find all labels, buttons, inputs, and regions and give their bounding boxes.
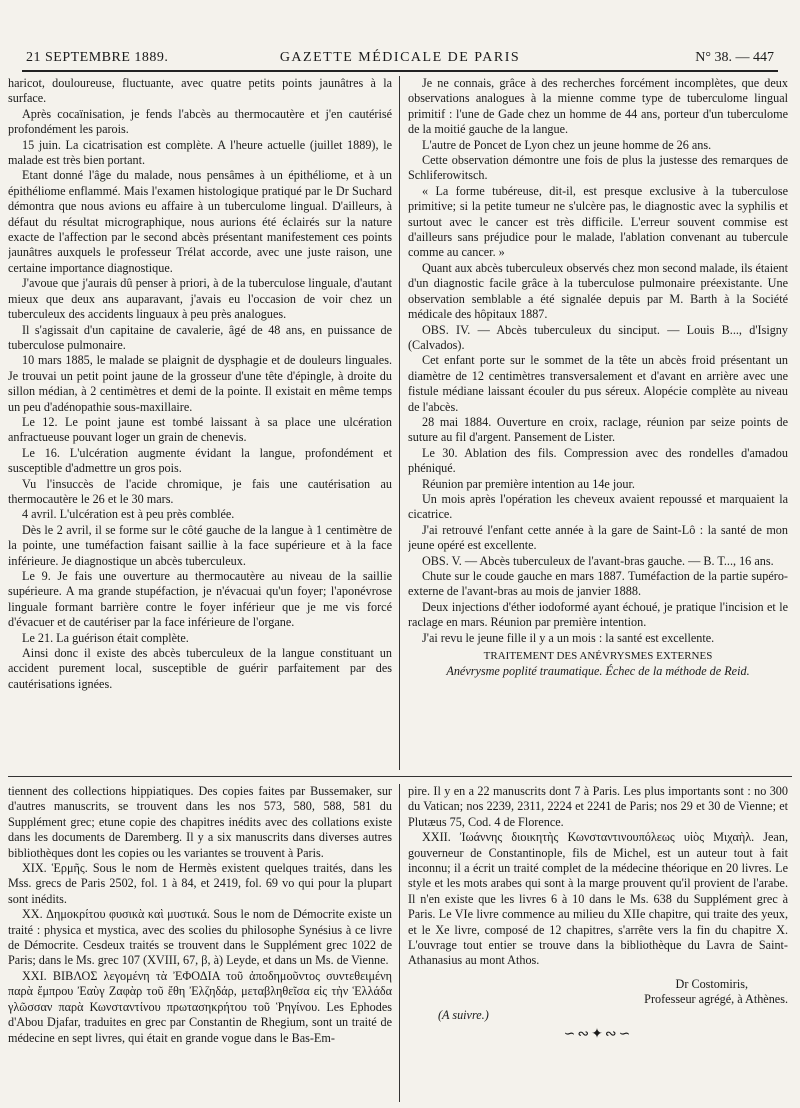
observation-heading: OBS. V. — Abcès tuberculeux de l'avant-bras gauche. — B. T..., 16 ans. — [422, 553, 774, 568]
paragraph: Dès le 2 avril, il se forme sur le côté gauche de la langue à 1 centimètre de la pointe, une tuméfaction faisant saillie à la face supérieure et à la face inférieure. Je diagnostique un abcès tuberculeux. — [8, 522, 392, 568]
paragraph: XXII. Ἰωάννης διοικητὴς Κωνσταντινουπόλεως υἱὸς Μιχαὴλ. Jean, gouverneur de Constantinople, fils de Michel, est un auteur tout à fait inconnu; il a écrit un traité complet de la médecine théorique en 20 livres. Le style et les mots arabes qui sont à la marge prouvent qu'il provient de l'arabe. Il n'en existe que les livres 6 à 10 dans le Ms. 638 du Supplément grec à Paris. Le VIe livre commence au milieu du XIIe chapitre, qui traite des yeux, et le Xe livre, composé de 12 chapitres, s'arrête vers la fin du chapitre X. L'ouvrage tout entier se trouve dans la bibliothèque du Lavra de Saint-Athanasius au mont Athos. — [408, 830, 788, 968]
paragraph: pire. Il y en a 22 manuscrits dont 7 à Paris. Les plus importants sont : no 300 du Vatican; nos 2239, 2311, 2224 et 2241 de Paris; nos 29 et 30 de Vienne; et Plutæus 75, Cod. 4 de Florence. — [408, 784, 788, 829]
paragraph: L'autre de Poncet de Lyon chez un jeune homme de 26 ans. — [422, 137, 712, 152]
paragraph: Cette observation démontre une fois de plus la justesse des remarques de Schliferowitsch. — [408, 153, 788, 183]
paragraph: 10 mars 1885, le malade se plaignit de dysphagie et de douleurs linguales. Je trouvai un petit point jaune de la grosseur d'une tête d'épingle, à droite du sillon médian, à 2 centimètres et demi de la pointe. Il existait en même temps un peu d'adénopathie sous-maxillaire. — [8, 353, 392, 414]
paragraph: Le 9. Je fais une ouverture au thermocautère au niveau de la saillie supérieure. A ma grande stupéfaction, je n'évacuai qu'un foyer; l'aponévrose linguale formant barrière contre le foyer inférieur que je me vis forcé d'évacuer et de cautériser par la face inférieure de l'organe. — [8, 569, 392, 630]
paragraph: Je ne connais, grâce à des recherches forcément incomplètes, que deux observations analogues à la mienne comme type de tuberculome lingual primitif : l'une de Gade chez un homme de 44 ans, porteur d'un tuberculome de la moitié gauche de la langue. — [408, 76, 788, 137]
paragraph: Cet enfant porte sur le sommet de la tête un abcès froid présentant un diamètre de 12 centimètres transversalement et d'avant en arrière avec une fistule médiane laissant écouler du pus séreux. Alopécie complète au niveau de l'abcès. — [408, 353, 788, 414]
paragraph: Quant aux abcès tuberculeux observés chez mon second malade, ils étaient d'un diagnostic facile grâce à la tuberculose pulmonaire préexistante. Une observation semblable a été signalée depuis par M. Barth à la Société médicale des hôpitaux 1887. — [408, 260, 788, 322]
bottom-left-column — [8, 784, 392, 1102]
section-heading: TRAITEMENT DES ANÉVRYSMES EXTERNES — [483, 650, 713, 663]
paragraph: J'avoue que j'aurais dû penser à priori, à de la tuberculose linguale, d'autant mieux que deux ans auparavant, j'avais eu l'occasion de voir chez un tuberculeux des accidents linguaux à peu près analogues. — [8, 276, 392, 322]
paragraph: Le 12. Le point jaune est tombé laissant à sa place une ulcération anfractueuse pouvant loger un grain de chenevis. — [8, 414, 392, 445]
column-divider — [399, 784, 400, 1102]
paragraph: « La forme tubéreuse, dit-il, est presque exclusive à la tuberculose primitive; si la petite tumeur ne s'ulcère pas, le diagnostic avec la syphilis et surtout avec le cancer est très difficile. L'erreur souvent commise est d'ailleurs sans préjudice pour le malade, l'ablation convenant au tubercule comme au cancer. » — [408, 183, 788, 260]
paragraph: Un mois après l'opération les cheveux avaient repoussé et marquaient la cicatrice. — [408, 491, 788, 522]
paragraph: 28 mai 1884. Ouverture en croix, raclage, réunion par seize points de suture au fil d'argent. Pansement de Lister. — [408, 414, 788, 445]
issue-number: N° 38. — 447 — [695, 50, 774, 65]
paragraph: Ainsi donc il existe des abcès tuberculeux de la langue constituant un accident purement local, susceptible de guérir parfaitement par des cautérisations ignées. — [8, 646, 392, 691]
section-divider — [8, 776, 792, 777]
section-subheading: Anévrysme poplité traumatique. Échec de la méthode de Reid. — [446, 664, 750, 679]
page-header — [22, 48, 778, 72]
paragraph: XIX. Ἑρμῆς. Sous le nom de Hermès existent quelques traités, dans les Mss. grecs de Paris 2502, fol. 1 à 84, et 2419, fol. 69 vo qui pour la plupart sont inédits. — [8, 861, 392, 906]
paragraph: J'ai revu le jeune fille il y a un mois : la santé est excellente. — [422, 630, 715, 645]
continuation-note: (A suivre.) — [438, 1007, 489, 1022]
paragraph: Vu l'insuccès de l'acide chromique, je fais une cautérisation au thermocautère le 26 et le 30 mars. — [8, 476, 392, 506]
paragraph: 15 juin. La cicatrisation est complète. A l'heure actuelle (juillet 1889), le malade est très bien portant. — [8, 137, 392, 168]
paragraph: tiennent des collections hippiatiques. Des copies faites par Bussemaker, sur d'autres manuscrits, se trouvent dans les nos 573, 580, 588, 581 du Supplément grec; etune copie des chapitres inédits avec des collations existe dans les documents de Daremberg. Il y a six manuscrits dans diverses autres bibliothèques dont les copies ou les variantes se trouvent à Paris. — [8, 784, 392, 860]
paragraph: Etant donné l'âge du malade, nous pensâmes à un épithéliome, et à un épithéliome enflammé. Mais l'examen histologique pratiqué par le Dr Suchard démontra que nous avions eu affaire à un tuberculome lingual. D'ailleurs, à défaut du résultat micrographique, nous aurions été éclairés sur la nature exacte de l'affection par le second abcès présentant manifestement ces points jaunâtres auxquels le professeur Trélat accorde, avec une juste raison, une certaine importance diagnostique. — [8, 168, 392, 275]
paragraph: XX. Δημοκρίτου φυσικὰ καὶ μυστικά. Sous le nom de Démocrite existe un traité : physica et mystica, avec des scolies du philosophe Synésius à ce livre de Démocrite. Cesdeux traités se trouvent dans le Supplément grec 1022 de Paris; dans le Ms. grec 107 (XVIII, 67, β, à) Leyde, et dans un Ms. de Vienne. — [8, 907, 392, 968]
paragraph: haricot, douloureuse, fluctuante, avec quatre petits points jaunâtres à la surface. — [8, 76, 392, 106]
paragraph: XXI. ΒΙΒΛΟΣ λεγομένη τὰ ἘΦΟΔΙΑ τοῦ ἀποδημοῦντος συντεθειμένη παρὰ ἔμπρου Ἐαὺγ Ζαφὰρ τοῦ ἔθη Ἐλζηδάρ, μεταβληθεῖσα εἰς τὴν Ἑλλάδα γλῶσσαν παρὰ Κωνσταντίνου πρωτασηκρήτου τοῦ Ῥηγίνου. Les Ephodes d'Abou Djafar, traduites en grec par Constantin de Rhegium, sont un traité de médecine en sept livres, qui était en grande vogue dans le Bas-Em- — [8, 968, 392, 1045]
journal-title: GAZETTE MÉDICALE DE PARIS — [279, 50, 521, 65]
paragraph: Le 16. L'ulcération augmente évidant la langue, profondément et susceptible d'admettre un gros pois. — [8, 445, 392, 476]
paragraph: Chute sur le coude gauche en mars 1887. Tuméfaction de la partie supéro-externe de l'avant-bras au mois de janvier 1888. — [408, 569, 788, 599]
paragraph: J'ai retrouvé l'enfant cette année à la gare de Saint-Lô : la santé de mon jeune opéré est excellente. — [408, 522, 788, 553]
paragraph: Le 30. Ablation des fils. Compression avec des rondelles d'amadou phéniqué. — [408, 445, 788, 476]
bottom-right-column — [408, 784, 788, 1102]
paragraph: Réunion par première intention au 14e jour. — [422, 476, 635, 491]
signature-name: Dr Costomiris, — [675, 976, 748, 991]
observation-heading: OBS. IV. — Abcès tuberculeux du sinciput. — Louis B..., d'Isigny (Calvados). — [408, 322, 788, 352]
paragraph: Après cocaïnisation, je fends l'abcès au thermocautère et j'en cautérisé profondément les parois. — [8, 106, 392, 137]
signature-title: Professeur agrégé, à Athènes. — [644, 992, 788, 1007]
right-column — [408, 76, 788, 768]
paragraph: Le 21. La guérison était complète. — [22, 630, 189, 645]
column-divider — [399, 76, 400, 770]
paragraph: Il s'agissait d'un capitaine de cavalerie, âgé de 48 ans, en puissance de tuberculose pulmonaire. — [8, 322, 392, 352]
paragraph: 4 avril. L'ulcération est à peu près comblée. — [22, 507, 235, 522]
paragraph: Deux injections d'éther iodoformé ayant échoué, je pratique l'incision et le raclage en mars. Réunion par première intention. — [408, 599, 788, 630]
left-column — [8, 76, 392, 768]
ornament: ∽∾✦∾∽ — [563, 1027, 633, 1043]
issue-date: 21 SEPTEMBRE 1889. — [26, 50, 169, 65]
